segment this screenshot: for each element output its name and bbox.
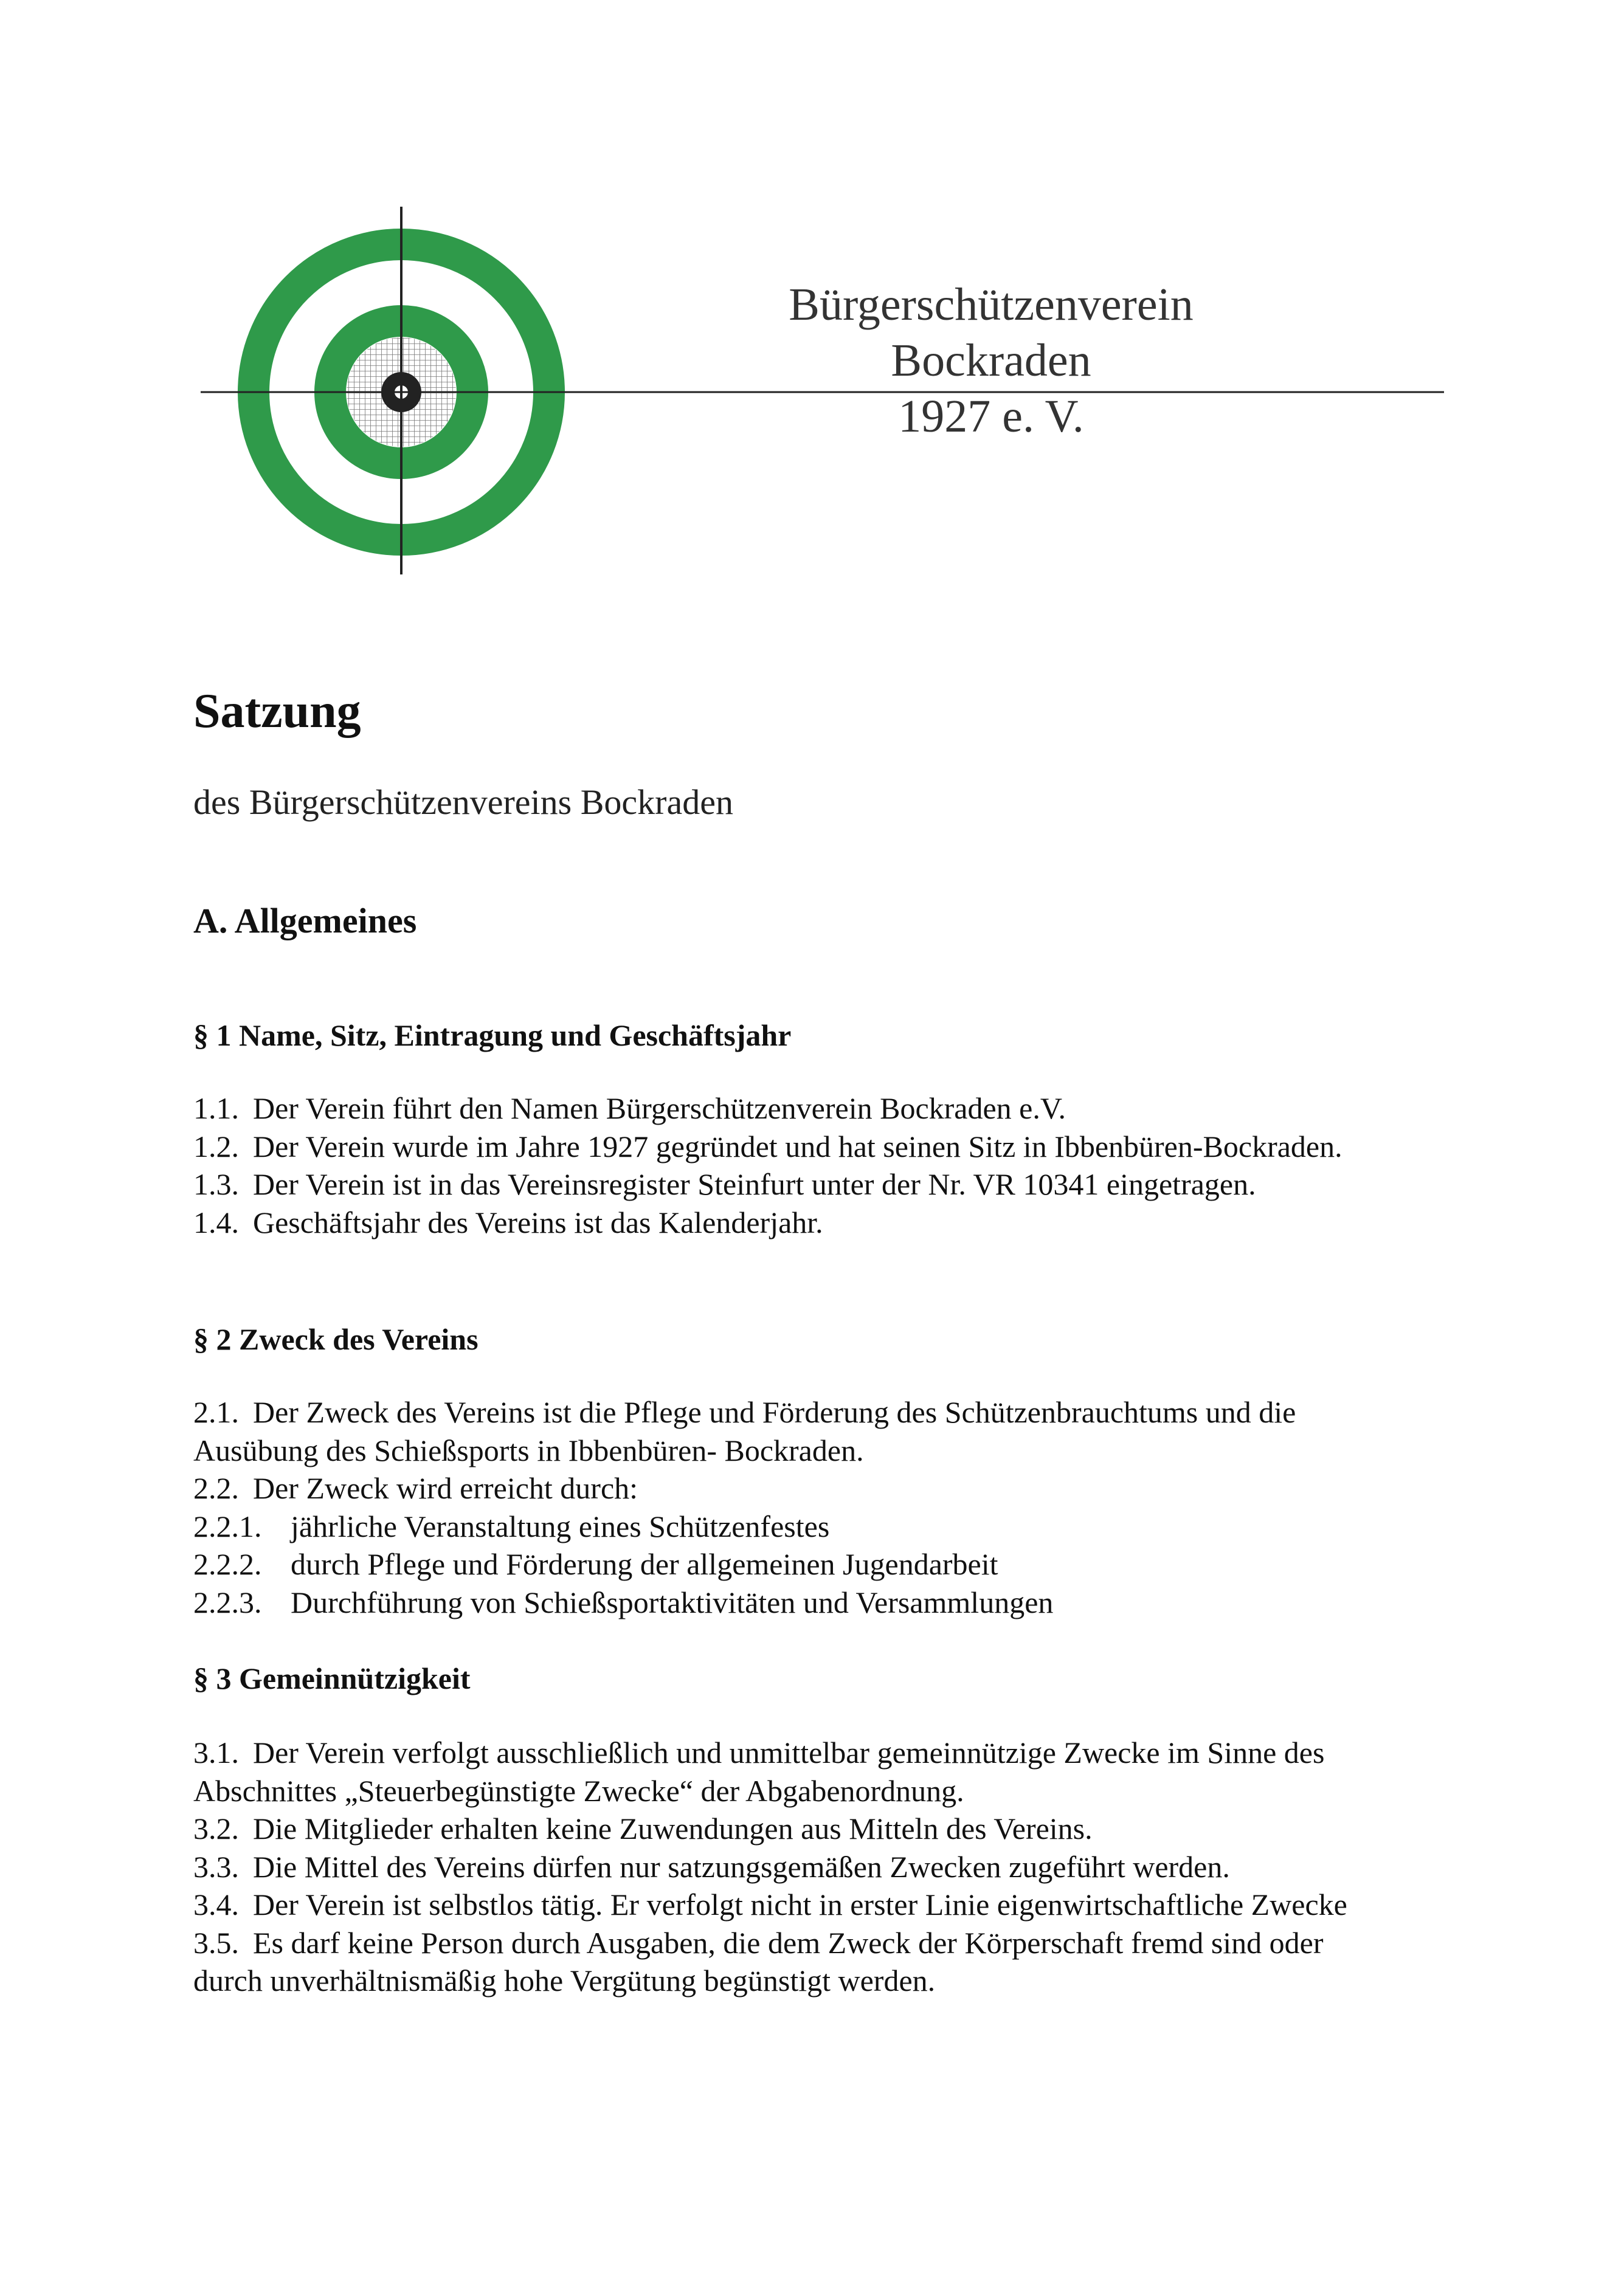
- paragraph-heading-2: § 2 Zweck des Vereins: [193, 1322, 479, 1356]
- org-name-line-2: Bockraden: [891, 335, 1091, 386]
- list-item-continuation: Abschnittes „Steuerbegünstigte Zwecke“ der Abgabenordnung.: [193, 1773, 964, 1808]
- item-text: Die Mittel des Vereins dürfen nur satzungsgemäßen Zwecken zugeführt werden.: [253, 1849, 1230, 1884]
- list-item: [193, 1734, 1347, 1772]
- item-text: Die Mitglieder erhalten keine Zuwendungen aus Mitteln des Vereins.: [253, 1812, 1093, 1846]
- item-text: Der Zweck wird erreicht durch:: [253, 1471, 638, 1505]
- item-number: 3.1.: [193, 1736, 239, 1770]
- sub-item-text: Durchführung von Schießsportaktivitäten und Versammlungen: [291, 1585, 1054, 1619]
- sub-item-number: 2.2.3.: [193, 1585, 262, 1619]
- sub-list-item: [193, 1584, 1296, 1622]
- list-item: [193, 1393, 1296, 1432]
- item-number: 1.2.: [193, 1129, 239, 1164]
- item-number: 3.4.: [193, 1887, 239, 1922]
- item-number: 2.2.: [193, 1471, 239, 1505]
- item-number: 3.5.: [193, 1925, 239, 1960]
- sub-item-text: jährliche Veranstaltung eines Schützenfestes: [291, 1509, 830, 1543]
- document-subtitle: des Bürgerschützenvereins Bockraden: [193, 782, 733, 822]
- sub-list-item: [193, 1545, 1296, 1584]
- organization-name: [730, 277, 1253, 444]
- item-text: Der Verein wurde im Jahre 1927 gegründet und hat seinen Sitz in Ibbenbüren-Bockraden.: [253, 1129, 1342, 1164]
- paragraph-3-list: [193, 1734, 1347, 2000]
- item-text: Geschäftsjahr des Vereins ist das Kalenderjahr.: [253, 1205, 823, 1239]
- sub-item-text: durch Pflege und Förderung der allgemeinen Jugendarbeit: [291, 1547, 998, 1581]
- list-item: [193, 1204, 1342, 1242]
- item-number: 1.4.: [193, 1205, 239, 1239]
- list-item: [193, 1469, 1296, 1508]
- item-text: Der Verein führt den Namen Bürgerschützenverein Bockraden e.V.: [253, 1091, 1066, 1125]
- section-heading-a: A. Allgemeines: [193, 901, 417, 940]
- paragraph-1-list: [193, 1089, 1342, 1241]
- list-item: [193, 1165, 1342, 1204]
- list-item-continuation: durch unverhältnismäßig hohe Vergütung begünstigt werden.: [193, 1963, 936, 1998]
- sub-item-number: 2.2.1.: [193, 1509, 262, 1543]
- list-item: [193, 1089, 1342, 1128]
- list-item: [193, 1848, 1347, 1886]
- list-item: [193, 1924, 1347, 1962]
- paragraph-2-list: [193, 1393, 1296, 1621]
- org-name-line-1: Bürgerschützenverein: [789, 279, 1194, 330]
- item-number: 3.3.: [193, 1849, 239, 1884]
- list-item: [193, 1128, 1342, 1166]
- item-number: 3.2.: [193, 1812, 239, 1846]
- item-text: Es darf keine Person durch Ausgaben, die dem Zweck der Körperschaft fremd sind oder: [253, 1925, 1324, 1960]
- item-text: Der Verein verfolgt ausschließlich und unmittelbar gemeinnützige Zwecke im Sinne des: [253, 1736, 1325, 1770]
- sub-list-item: [193, 1508, 1296, 1546]
- item-text: Der Zweck des Vereins ist die Pflege und Förderung des Schützenbrauchtums und die: [253, 1395, 1296, 1429]
- list-item-continuation: Ausübung des Schießsports in Ibbenbüren- Bockraden.: [193, 1433, 864, 1467]
- item-number: 1.1.: [193, 1091, 239, 1125]
- item-number: 1.3.: [193, 1167, 239, 1201]
- list-item: [193, 1886, 1347, 1924]
- paragraph-heading-1: § 1 Name, Sitz, Eintragung und Geschäftsjahr: [193, 1018, 792, 1052]
- document-title: Satzung: [193, 684, 361, 738]
- list-item: [193, 1810, 1347, 1848]
- item-text: Der Verein ist in das Vereinsregister Steinfurt unter der Nr. VR 10341 eingetragen.: [253, 1167, 1256, 1201]
- item-number: 2.1.: [193, 1395, 239, 1429]
- item-text: Der Verein ist selbstlos tätig. Er verfolgt nicht in erster Linie eigenwirtschaftliche Zwecke: [253, 1887, 1347, 1922]
- org-name-line-3: 1927 e. V.: [898, 391, 1084, 442]
- paragraph-heading-3: § 3 Gemeinnützigkeit: [193, 1661, 471, 1695]
- sub-item-number: 2.2.2.: [193, 1547, 262, 1581]
